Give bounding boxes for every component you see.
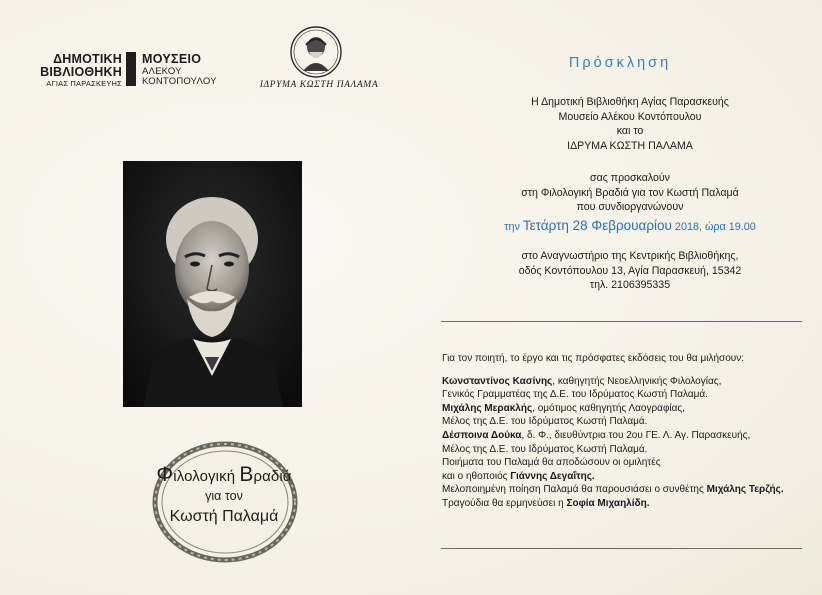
venue-block [470, 249, 790, 293]
speaker-name: Δέσποινα Δούκα [442, 429, 522, 441]
venue-line: τηλ. 2106395335 [589, 279, 671, 292]
event-date [470, 218, 790, 233]
speaker-role: , καθηγητής Νεοελληνικής Φιλολογίας, [552, 375, 722, 387]
badge-cap1: Φ [156, 463, 174, 486]
speaker-name: Μιχάλης Μερακλής [442, 402, 533, 414]
speakers-intro: Για τον ποιητή, το έργο και τις πρόσφατες εκδόσεις του θα μιλήσουν: [442, 353, 745, 364]
closing-notes [442, 456, 802, 510]
venue-line: στο Αναγνωστήριο της Κεντρικής Βιβλιοθήκης, [521, 250, 739, 262]
speaker-entry [442, 429, 802, 456]
speaker-role2: Μέλος της Δ.Ε. του Ιδρύματος Κωστή Παλαμά. [442, 416, 648, 428]
speaker-role2: Μέλος της Δ.Ε. του Ιδρύματος Κωστή Παλαμά. [442, 443, 648, 455]
badge-cap2: Β [239, 463, 254, 486]
invite-block [470, 171, 790, 215]
date-prefix: την [504, 221, 523, 233]
foundation-name: ΙΔΡΥΜΑ ΚΩΣΤΗ ΠΑΛΑΜΑ [259, 80, 379, 90]
closing-line3-pre: Μελοποιημένη ποίηση Παλαμά θα παρουσιάσει ο συνθέτης [442, 484, 707, 496]
singer-name: Σοφία Μιχαηλίδη. [566, 497, 650, 509]
speaker-entry [442, 402, 802, 429]
badge-line1 [150, 463, 298, 487]
museum-logo-line1: ΜΟΥΣΕΙΟ [142, 52, 202, 66]
badge-rest1: ιλολογική [173, 468, 240, 485]
closing-line4-pre: Τραγούδια θα ερμηνεύσει η [442, 497, 567, 509]
invite-line: στη Φιλολογική Βραδιά για τον Κωστή Παλαμά [521, 186, 739, 199]
museum-logo-line3: ΚΟΝΤΟΠΟΥΛΟΥ [142, 76, 217, 87]
library-logo-line3: ΑΓΙΑΣ ΠΑΡΑΣΚΕΥΗΣ [46, 79, 122, 88]
closing-line2-pre: και ο ηθοποιός [442, 470, 511, 482]
hosts-block [470, 95, 790, 153]
actor-name: Γιάννης Δεγαΐτης. [510, 470, 595, 482]
speaker-name: Κωνσταντίνος Κασίνης [442, 375, 553, 387]
library-logo-line2: ΒΙΒΛΙΟΘΗΚΗ [40, 64, 122, 79]
event-badge-text [150, 463, 298, 526]
date-suffix: 2018, ώρα 19.00 [671, 221, 756, 233]
badge-rest2: ραδιά [253, 468, 292, 485]
badge-line2: για τον [205, 489, 243, 503]
library-logo-line1: ΔΗΜΟΤΙΚΗ [53, 52, 122, 66]
host-line: και το [616, 125, 644, 138]
speaker-role2: Γενικός Γραμματέας της Δ.Ε. του Ιδρύματος Κωστή Παλαμά. [442, 389, 708, 401]
divider-bottom [441, 548, 802, 549]
poet-portrait [123, 161, 302, 407]
composer-name: Μιχάλης Τερζής. [706, 484, 784, 496]
library-logo [36, 53, 122, 88]
host-line: Η Δημοτική Βιβλιοθήκη Αγίας Παρασκευής [531, 96, 729, 108]
host-line: Μουσείο Αλέκου Κοντόπουλου [558, 110, 702, 123]
invite-line: που συνδιοργανώνουν [576, 201, 684, 214]
date-main: Τετάρτη 28 Φεβρουαρίου [522, 218, 672, 233]
speakers-section [442, 352, 802, 511]
invite-line: σας προσκαλούν [590, 172, 670, 184]
badge-line3: Κωστή Παλαμά [169, 508, 279, 525]
venue-line: οδός Κοντόπουλου 13, Αγία Παρασκευή, 15342 [518, 264, 742, 277]
speaker-entry [442, 375, 802, 402]
museum-logo-line2: ΑΛΕΚΟΥ [142, 65, 182, 77]
speaker-role: , ομότιμος καθηγητής Λαογραφίας, [532, 402, 686, 414]
speaker-role: , δ. Φ., διευθύντρια του 2ου ΓΕ. Λ. Αγ. Παρασκευής, [521, 429, 751, 441]
logo-divider-bar [126, 52, 136, 86]
museum-logo [142, 53, 217, 87]
divider-top [441, 321, 802, 322]
closing-line1: Ποιήματα του Παλαμά θα αποδώσουν οι ομιλητές [442, 457, 661, 469]
host-line: ΙΔΡΥΜΑ ΚΩΣΤΗ ΠΑΛΑΜΑ [567, 139, 693, 152]
palamas-medallion-icon [289, 25, 343, 79]
invitation-title: Πρόσκληση [568, 55, 672, 71]
